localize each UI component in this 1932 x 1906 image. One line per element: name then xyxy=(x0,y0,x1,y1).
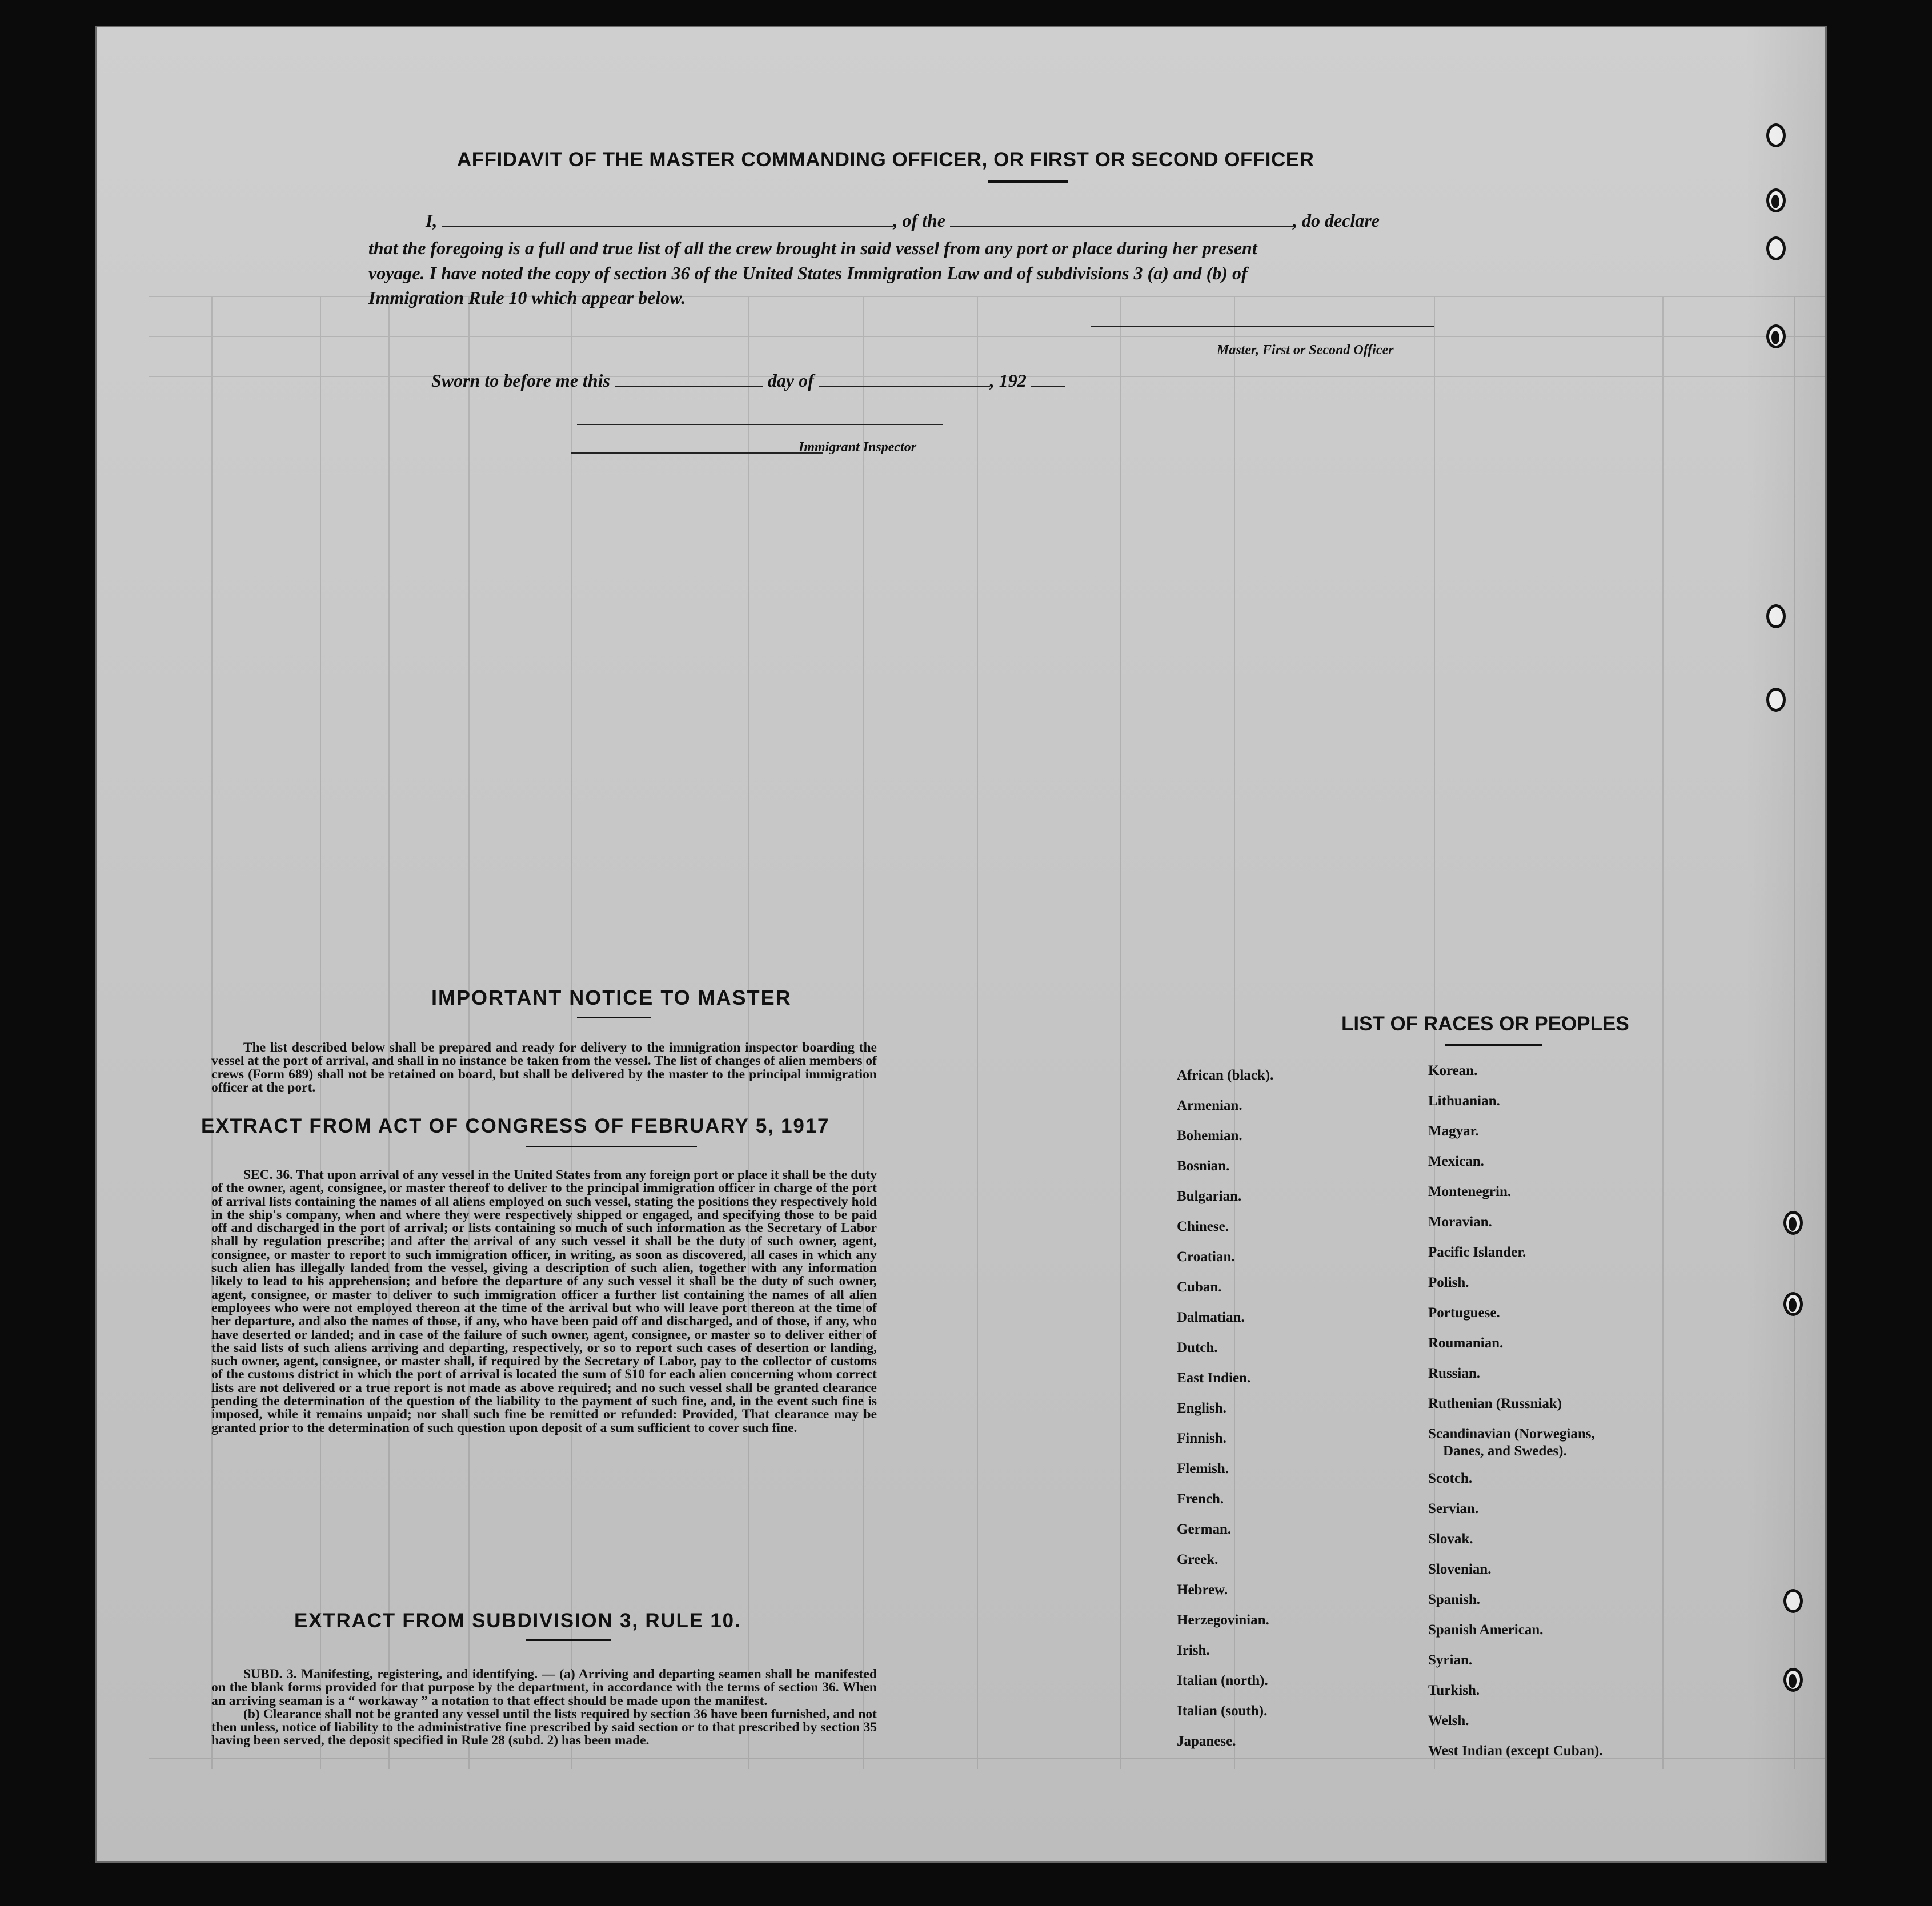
rule-paragraph-a: SUBD. 3. Manifesting, registering, and identifying. — (a) Arriving and departing seamen shall be manifested on the blank forms provided for that purpose by the department, in accordance with the terms of section 36. When an arriving seaman is a “ workaway ” a notation to that effect should be made upon the manifest. xyxy=(211,1667,877,1708)
race-item: Spanish American. xyxy=(1428,1622,1544,1638)
race-item: Magyar. xyxy=(1428,1123,1479,1139)
act-extract-underline xyxy=(526,1146,697,1147)
name-blank[interactable] xyxy=(442,223,893,227)
race-item: Scotch. xyxy=(1428,1471,1473,1486)
punch-hole-icon xyxy=(1783,1211,1803,1235)
inspector-signature-line[interactable] xyxy=(571,450,823,454)
act-extract-title: EXTRACT FROM ACT OF CONGRESS OF FEBRUARY 5, 1917 xyxy=(201,1115,830,1137)
race-item: Spanish. xyxy=(1428,1592,1481,1607)
race-item: Armenian. xyxy=(1177,1098,1242,1113)
race-item: Dalmatian. xyxy=(1177,1310,1245,1325)
race-item: Flemish. xyxy=(1177,1461,1229,1476)
race-item: German. xyxy=(1177,1522,1232,1537)
notice-underline xyxy=(577,1017,651,1018)
race-item-scandinavian-cont: Danes, and Swedes). xyxy=(1443,1443,1567,1459)
punch-hole-icon xyxy=(1766,236,1786,260)
races-left-column xyxy=(1177,1067,1273,1763)
race-item: Montenegrin. xyxy=(1428,1184,1512,1199)
sworn-line xyxy=(431,370,1065,391)
race-item: East Indien. xyxy=(1177,1370,1251,1386)
rule-extract-title: EXTRACT FROM SUBDIVISION 3, RULE 10. xyxy=(294,1610,741,1632)
race-item: Pacific Islander. xyxy=(1428,1245,1526,1260)
sworn-day-of: day of xyxy=(767,370,814,391)
race-item: Roumanian. xyxy=(1428,1335,1504,1351)
punch-hole-icon xyxy=(1783,1292,1803,1316)
race-item: Italian (south). xyxy=(1177,1703,1268,1719)
notice-title: IMPORTANT NOTICE TO MASTER xyxy=(431,986,792,1009)
race-item: Moravian. xyxy=(1428,1214,1492,1230)
punch-hole-icon xyxy=(1766,688,1786,712)
race-item: Finnish. xyxy=(1177,1431,1226,1446)
race-item: Herzegovinian. xyxy=(1177,1612,1269,1628)
race-item: Slovenian. xyxy=(1428,1562,1492,1577)
inspector-signature-line-upper[interactable] xyxy=(577,422,943,425)
master-signature-line[interactable] xyxy=(1091,323,1434,327)
master-label: Master, First or Second Officer xyxy=(1217,343,1394,358)
affidavit-line-4: Immigration Rule 10 which appear below. xyxy=(368,287,686,308)
race-item: Ruthenian (Russniak) xyxy=(1428,1396,1562,1411)
affidavit-of-the: , of the xyxy=(893,210,945,231)
race-item: English. xyxy=(1177,1401,1226,1416)
sworn-prefix: Sworn to before me this xyxy=(431,370,610,391)
title-underline xyxy=(988,180,1068,183)
race-item: Bulgarian. xyxy=(1177,1189,1242,1204)
race-item: Mexican. xyxy=(1428,1154,1484,1169)
race-item: Japanese. xyxy=(1177,1734,1236,1749)
notice-text xyxy=(211,1041,877,1094)
sworn-day-blank[interactable] xyxy=(615,383,763,387)
race-item: Servian. xyxy=(1428,1501,1479,1516)
race-item-scandinavian: Scandinavian (Norwegians, xyxy=(1428,1426,1595,1442)
races-underline xyxy=(1445,1044,1542,1046)
punch-hole-icon xyxy=(1783,1668,1803,1692)
sworn-month-blank[interactable] xyxy=(819,383,990,387)
race-item: Bosnian. xyxy=(1177,1158,1230,1174)
race-item: Russian. xyxy=(1428,1366,1481,1381)
sworn-year-blank[interactable] xyxy=(1031,383,1065,387)
affidavit-declare: , do declare xyxy=(1293,210,1380,231)
inspector-label: Immigrant Inspector xyxy=(799,440,917,455)
sworn-year: , 192 xyxy=(989,370,1027,391)
punch-hole-icon xyxy=(1766,604,1786,628)
race-item: Polish. xyxy=(1428,1275,1469,1290)
rule-extract-underline xyxy=(526,1639,611,1641)
race-item: Irish. xyxy=(1177,1643,1210,1658)
race-item: Slovak. xyxy=(1428,1531,1473,1547)
vessel-blank[interactable] xyxy=(950,223,1293,227)
rule-extract-text xyxy=(211,1668,877,1748)
affidavit-line-2: that the foregoing is a full and true list of all the crew brought in said vessel from any port or place during her present xyxy=(368,238,1257,258)
race-item: Turkish. xyxy=(1428,1683,1480,1698)
race-item: Dutch. xyxy=(1177,1340,1218,1355)
race-item: Syrian. xyxy=(1428,1652,1473,1668)
race-item: Korean. xyxy=(1428,1063,1478,1078)
race-item: Chinese. xyxy=(1177,1219,1229,1234)
race-item: Greek. xyxy=(1177,1552,1218,1567)
race-item: Croatian. xyxy=(1177,1249,1235,1265)
affidavit-title: AFFIDAVIT OF THE MASTER COMMANDING OFFICER, OR FIRST OR SECOND OFFICER xyxy=(457,149,1314,171)
punch-hole-icon xyxy=(1766,324,1786,348)
affidavit-i: I, xyxy=(426,210,438,231)
affidavit-line-1 xyxy=(426,210,1380,231)
punch-hole-icon xyxy=(1766,123,1786,147)
races-title: LIST OF RACES OR PEOPLES xyxy=(1341,1013,1629,1035)
section-36-paragraph: SEC. 36. That upon arrival of any vessel in the United States from any foreign port or place it shall be the duty of the owner, agent, consignee, or master thereof to deliver to the principal immigration officer in charge of the port of arrival lists containing the names of all aliens employed on such vessel, stating the positions they respectively hold in the ship's company, when and where they were respectively shipped or engaged, and specifying those to be paid off and discharged in the port of arrival; or lists containing so much of such information as the Secretary of Labor shall by regulation prescribe; and after the arrival of any such vessel it shall be the duty of such owner, agent, consignee, or master to report to such immigration officer, in writing, as soon as discovered, all cases in which any such alien has illegally landed from the vessel, giving a description of such alien, together with any information likely to lead to his apprehension; and before the departure of any such vessel it shall be the duty of such owner, agent, consignee, or master to deliver to such immigration officer a further list containing the names of all alien employees who were not employed thereon at the time of the arrival but who will leave port thereon at the time of her departure, and also the names of those, if any, who have been paid off and discharged, and of those, if any, who have deserted or landed; and in case of the failure of such owner, agent, consignee, or master so to deliver either of the said lists of such aliens arriving and departing, respectively, or so to report such cases of desertion or landing, such owner, agent, consignee, or master shall, if required by the Secretary of Labor, pay to the collector of customs of the customs district in which the port of arrival is located the sum of $10 for each alien concerning whom correct lists are not delivered or a true report is not made as above required; and no such vessel shall be granted clearance pending the determination of the question of the liability to the payment of such fine, and, in the event such fine is imposed, while it remains unpaid; nor shall such fine be remitted or refunded: Provided, That clearance may be granted prior to the determination of such question upon deposit of a sum sufficient to cover such fine. xyxy=(211,1167,877,1435)
race-item: French. xyxy=(1177,1491,1224,1507)
race-item xyxy=(1428,1426,1603,1470)
document-page xyxy=(97,27,1825,1861)
race-item: Hebrew. xyxy=(1177,1582,1228,1598)
rule-paragraph-b: (b) Clearance shall not be granted any vessel until the lists required by section 36 have been furnished, and not then unless, notice of liability to the administrative fine prescribed by said section or to that prescribed by section 35 having been served, the deposit specified in Rule 28 (subd. 2) has been made. xyxy=(211,1706,877,1748)
race-item: Lithuanian. xyxy=(1428,1093,1500,1109)
affidavit-line-3: voyage. I have noted the copy of section 36 of the United States Immigration Law and of subdivisions 3 (a) and (b) of xyxy=(368,263,1248,283)
race-item: Italian (north). xyxy=(1177,1673,1268,1688)
race-item: West Indian (except Cuban). xyxy=(1428,1743,1603,1759)
race-item: Welsh. xyxy=(1428,1713,1469,1728)
notice-paragraph: The list described below shall be prepared and ready for delivery to the immigration inspector boarding the vessel at the port of arrival, and shall in no instance be taken from the vessel. The list of changes of alien members of crews (Form 689) shall not be retained on board, but shall be delivered by the master to the principal immigration officer at the port. xyxy=(211,1040,877,1095)
race-item: African (black). xyxy=(1177,1068,1274,1083)
race-item: Cuban. xyxy=(1177,1279,1222,1295)
act-extract-text xyxy=(211,1169,877,1435)
races-right-column xyxy=(1428,1062,1603,1773)
race-item: Portuguese. xyxy=(1428,1305,1500,1321)
punch-hole-icon xyxy=(1766,188,1786,212)
punch-hole-icon xyxy=(1783,1589,1803,1613)
race-item: Bohemian. xyxy=(1177,1128,1242,1143)
